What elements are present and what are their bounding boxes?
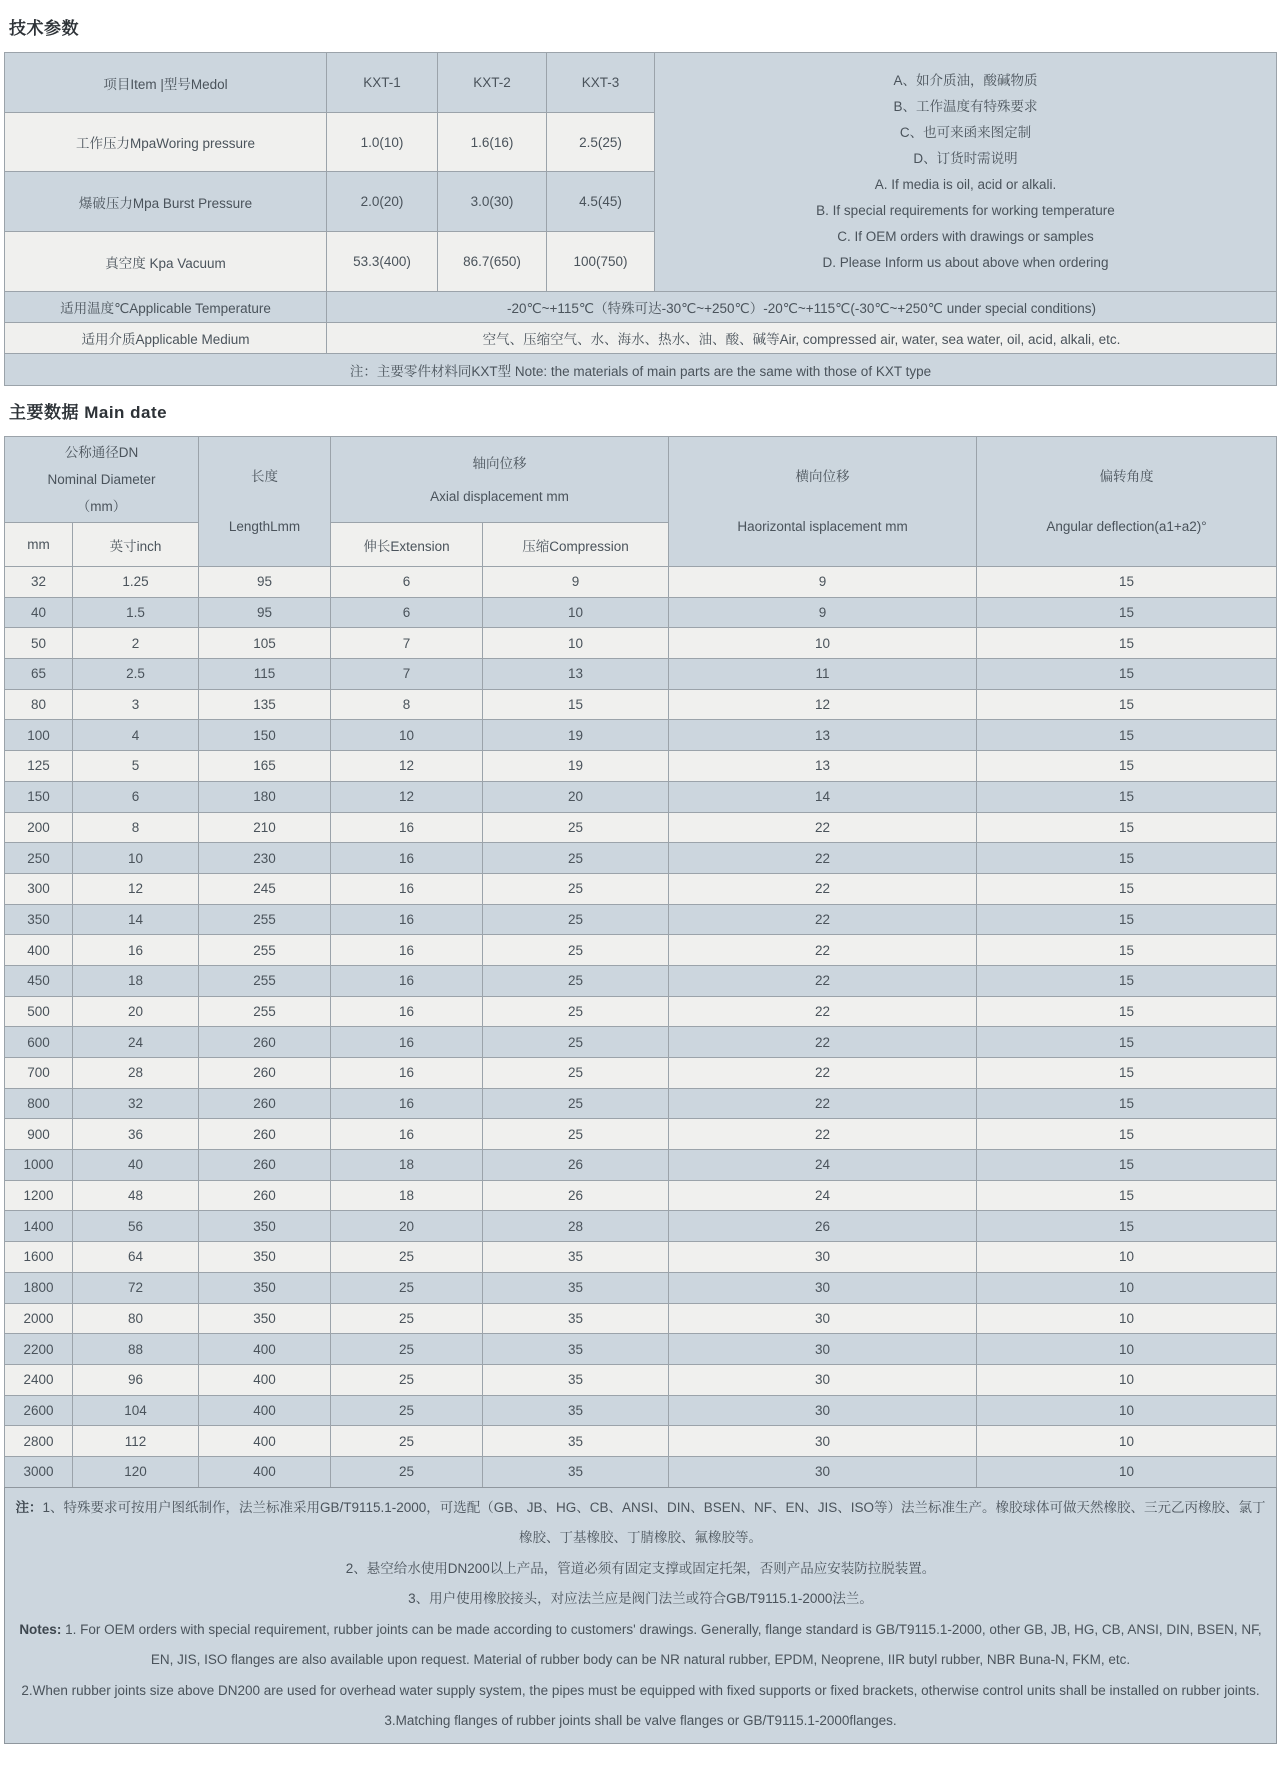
side-note-line: C、也可来函来图定制 xyxy=(899,125,1032,140)
cell-dn-mm: 1800 xyxy=(5,1272,73,1303)
table-row xyxy=(5,689,1277,720)
cell-compression: 19 xyxy=(483,720,669,751)
cell-angular: 15 xyxy=(977,751,1277,782)
cell-dn-mm: 100 xyxy=(5,720,73,751)
side-note-line: D. Please Inform us about above when ordering xyxy=(822,255,1109,270)
cell-extension: 16 xyxy=(331,873,483,904)
cell-horizontal: 22 xyxy=(669,843,977,874)
cell-angular: 15 xyxy=(977,659,1277,690)
cell-horizontal: 30 xyxy=(669,1334,977,1365)
cell-extension: 12 xyxy=(331,751,483,782)
cell-horizontal: 22 xyxy=(669,996,977,1027)
en-note-1: Notes: 1. For OEM orders with special requirement, rubber joints can be made according to customers' drawings. Generally, flange standard is GB/T9115.1-2000, other GB, JB, HG, CB, ANSI, DIN, BSEN, NF, EN, JIS, ISO flanges are also available upon request. Material of rubber body can be NR natural rubber, EPDM, Neoprene, IIR butyl rubber, NBR Buna-N, FKM, etc. xyxy=(19,1621,1262,1668)
cell-dn-inch: 18 xyxy=(73,965,199,996)
value-cell: 100(750) xyxy=(547,232,655,292)
cell-horizontal: 24 xyxy=(669,1150,977,1181)
cell-angular: 10 xyxy=(977,1426,1277,1457)
cn-note-3: 3、用户使用橡胶接头，对应法兰应是阀门法兰或符合GB/T9115.1-2000法兰。 xyxy=(408,1591,873,1607)
cell-horizontal: 22 xyxy=(669,1027,977,1058)
cell-length: 350 xyxy=(199,1272,331,1303)
cell-horizontal: 10 xyxy=(669,628,977,659)
cn-note-1: 注：1、特殊要求可按用户图纸制作，法兰标准采用GB/T9115.1-2000，可选配（GB、JB、HG、CB、ANSI、DIN、BSEN、NF、EN、JIS、ISO等）法兰标准生产。橡胶球体可做天然橡胶、三元乙丙橡胶、氯丁橡胶、丁基橡胶、丁腈橡胶、氟橡胶等。 xyxy=(15,1499,1266,1546)
cell-length: 255 xyxy=(199,935,331,966)
cell-horizontal: 30 xyxy=(669,1456,977,1487)
table-row xyxy=(5,1058,1277,1089)
cell-horizontal: 22 xyxy=(669,1058,977,1089)
value-cell: 3.0(30) xyxy=(438,172,547,232)
cell-compression: 35 xyxy=(483,1334,669,1365)
cell-compression: 9 xyxy=(483,567,669,598)
cell-dn-inch: 96 xyxy=(73,1364,199,1395)
notes-panel xyxy=(4,1487,1277,1744)
cell-length: 245 xyxy=(199,873,331,904)
cell-horizontal: 30 xyxy=(669,1242,977,1273)
cell-length: 135 xyxy=(199,689,331,720)
cell-compression: 25 xyxy=(483,965,669,996)
cell-compression: 15 xyxy=(483,689,669,720)
cell-angular: 10 xyxy=(977,1364,1277,1395)
cell-dn-mm: 125 xyxy=(5,751,73,782)
side-notes-cell xyxy=(655,53,1277,292)
row-label-temperature: 适用温度℃Applicable Temperature xyxy=(5,292,327,323)
table-row xyxy=(5,1211,1277,1242)
col-header-kxt1: KXT-1 xyxy=(327,53,438,113)
cell-angular: 10 xyxy=(977,1334,1277,1365)
cell-length: 180 xyxy=(199,781,331,812)
cell-extension: 18 xyxy=(331,1150,483,1181)
cell-compression: 13 xyxy=(483,659,669,690)
cell-length: 150 xyxy=(199,720,331,751)
cell-horizontal: 13 xyxy=(669,751,977,782)
cell-length: 260 xyxy=(199,1027,331,1058)
row-label-burst-pressure: 爆破压力Mpa Burst Pressure xyxy=(5,172,327,232)
cell-extension: 16 xyxy=(331,965,483,996)
side-note-line: D、订货时需说明 xyxy=(913,151,1018,166)
cell-extension: 16 xyxy=(331,1088,483,1119)
table-row xyxy=(5,1426,1277,1457)
cell-dn-mm: 2000 xyxy=(5,1303,73,1334)
cell-dn-inch: 1.5 xyxy=(73,597,199,628)
cell-compression: 25 xyxy=(483,1058,669,1089)
cell-compression: 25 xyxy=(483,935,669,966)
cell-dn-mm: 1400 xyxy=(5,1211,73,1242)
cell-compression: 35 xyxy=(483,1426,669,1457)
cell-dn-inch: 1.25 xyxy=(73,567,199,598)
cell-horizontal: 9 xyxy=(669,567,977,598)
cell-length: 230 xyxy=(199,843,331,874)
cell-dn-inch: 4 xyxy=(73,720,199,751)
cell-dn-mm: 2800 xyxy=(5,1426,73,1457)
cell-compression: 19 xyxy=(483,751,669,782)
cell-extension: 16 xyxy=(331,1119,483,1150)
col-header-kxt2: KXT-2 xyxy=(438,53,547,113)
table-row xyxy=(5,812,1277,843)
tech-header-row xyxy=(5,53,1277,113)
cell-length: 400 xyxy=(199,1364,331,1395)
cell-angular: 15 xyxy=(977,812,1277,843)
cell-dn-mm: 300 xyxy=(5,873,73,904)
cell-dn-inch: 2.5 xyxy=(73,659,199,690)
side-note-line: A、如介质油，酸碱物质 xyxy=(893,73,1038,88)
tech-section-title: 技术参数 xyxy=(9,19,79,38)
cell-dn-mm: 32 xyxy=(5,567,73,598)
cell-length: 210 xyxy=(199,812,331,843)
cell-extension: 25 xyxy=(331,1334,483,1365)
temperature-value: -20℃~+115℃（特殊可达-30℃~+250℃）-20℃~+115℃(-30℃~+250℃ under special conditions) xyxy=(327,292,1277,323)
cell-length: 260 xyxy=(199,1088,331,1119)
cell-dn-mm: 800 xyxy=(5,1088,73,1119)
cell-extension: 16 xyxy=(331,1058,483,1089)
cell-extension: 8 xyxy=(331,689,483,720)
cell-compression: 25 xyxy=(483,1088,669,1119)
cell-angular: 10 xyxy=(977,1456,1277,1487)
table-row xyxy=(5,597,1277,628)
cell-compression: 10 xyxy=(483,628,669,659)
table-row xyxy=(5,904,1277,935)
cell-dn-mm: 1600 xyxy=(5,1242,73,1273)
table-row xyxy=(5,935,1277,966)
subcol-header-extension: 伸长Extension xyxy=(331,523,483,567)
cell-length: 255 xyxy=(199,904,331,935)
cell-length: 350 xyxy=(199,1242,331,1273)
medium-row xyxy=(5,323,1277,354)
cell-extension: 16 xyxy=(331,904,483,935)
table-row xyxy=(5,1027,1277,1058)
cell-angular: 15 xyxy=(977,689,1277,720)
value-cell: 1.0(10) xyxy=(327,113,438,172)
cell-horizontal: 22 xyxy=(669,1088,977,1119)
cell-extension: 12 xyxy=(331,781,483,812)
cell-horizontal: 26 xyxy=(669,1211,977,1242)
cell-dn-mm: 150 xyxy=(5,781,73,812)
table-row xyxy=(5,1150,1277,1181)
cell-horizontal: 22 xyxy=(669,1119,977,1150)
value-cell: 86.7(650) xyxy=(438,232,547,292)
cell-compression: 35 xyxy=(483,1364,669,1395)
cell-dn-inch: 20 xyxy=(73,996,199,1027)
row-label-vacuum: 真空度 Kpa Vacuum xyxy=(5,232,327,292)
cell-horizontal: 22 xyxy=(669,812,977,843)
cell-length: 260 xyxy=(199,1058,331,1089)
cell-dn-mm: 2600 xyxy=(5,1395,73,1426)
cell-horizontal: 22 xyxy=(669,904,977,935)
tech-footnote-row xyxy=(5,354,1277,386)
cell-compression: 26 xyxy=(483,1150,669,1181)
table-row xyxy=(5,873,1277,904)
cell-dn-mm: 250 xyxy=(5,843,73,874)
cell-extension: 25 xyxy=(331,1364,483,1395)
cell-dn-inch: 36 xyxy=(73,1119,199,1150)
cell-horizontal: 9 xyxy=(669,597,977,628)
cell-angular: 15 xyxy=(977,1058,1277,1089)
cell-compression: 25 xyxy=(483,904,669,935)
cell-dn-inch: 48 xyxy=(73,1180,199,1211)
col-header-kxt3: KXT-3 xyxy=(547,53,655,113)
table-row xyxy=(5,720,1277,751)
cell-compression: 25 xyxy=(483,873,669,904)
value-cell: 4.5(45) xyxy=(547,172,655,232)
cell-dn-inch: 16 xyxy=(73,935,199,966)
cell-angular: 15 xyxy=(977,1027,1277,1058)
cell-angular: 15 xyxy=(977,1119,1277,1150)
cell-horizontal: 13 xyxy=(669,720,977,751)
cell-horizontal: 30 xyxy=(669,1426,977,1457)
cell-length: 400 xyxy=(199,1456,331,1487)
cell-dn-inch: 56 xyxy=(73,1211,199,1242)
cell-length: 350 xyxy=(199,1303,331,1334)
cell-compression: 35 xyxy=(483,1242,669,1273)
table-row xyxy=(5,567,1277,598)
cell-extension: 6 xyxy=(331,597,483,628)
tech-footnote: 注：主要零件材料同KXT型 Note: the materials of main parts are the same with those of KXT type xyxy=(5,354,1277,386)
cell-length: 260 xyxy=(199,1180,331,1211)
cell-dn-mm: 1200 xyxy=(5,1180,73,1211)
cell-dn-inch: 112 xyxy=(73,1426,199,1457)
cell-length: 260 xyxy=(199,1119,331,1150)
subcol-header-inch: 英寸inch xyxy=(73,523,199,567)
cell-extension: 25 xyxy=(331,1303,483,1334)
cell-length: 260 xyxy=(199,1150,331,1181)
cell-compression: 10 xyxy=(483,597,669,628)
cell-extension: 10 xyxy=(331,720,483,751)
cell-horizontal: 30 xyxy=(669,1303,977,1334)
cell-angular: 15 xyxy=(977,965,1277,996)
value-cell: 2.5(25) xyxy=(547,113,655,172)
cell-length: 400 xyxy=(199,1395,331,1426)
cell-dn-mm: 2400 xyxy=(5,1364,73,1395)
cell-angular: 15 xyxy=(977,904,1277,935)
cell-extension: 25 xyxy=(331,1395,483,1426)
cell-dn-inch: 104 xyxy=(73,1395,199,1426)
cell-horizontal: 24 xyxy=(669,1180,977,1211)
cell-compression: 35 xyxy=(483,1456,669,1487)
cell-dn-inch: 28 xyxy=(73,1058,199,1089)
cell-dn-inch: 10 xyxy=(73,843,199,874)
cell-compression: 25 xyxy=(483,996,669,1027)
col-header-length: 长度 LengthLmm xyxy=(199,437,331,567)
cell-extension: 16 xyxy=(331,996,483,1027)
table-row xyxy=(5,1364,1277,1395)
cell-extension: 18 xyxy=(331,1180,483,1211)
cell-horizontal: 11 xyxy=(669,659,977,690)
value-cell: 53.3(400) xyxy=(327,232,438,292)
col-header-item-model: 项目Item |型号Medol xyxy=(5,53,327,113)
cell-length: 350 xyxy=(199,1211,331,1242)
cell-length: 400 xyxy=(199,1426,331,1457)
cell-extension: 16 xyxy=(331,843,483,874)
cell-extension: 7 xyxy=(331,659,483,690)
cell-angular: 15 xyxy=(977,1088,1277,1119)
cell-compression: 25 xyxy=(483,812,669,843)
cell-angular: 15 xyxy=(977,597,1277,628)
cell-extension: 16 xyxy=(331,935,483,966)
cell-dn-inch: 64 xyxy=(73,1242,199,1273)
cell-angular: 15 xyxy=(977,1150,1277,1181)
col-header-horizontal-displacement: 横向位移 Haorizontal isplacement mm xyxy=(669,437,977,567)
cell-compression: 35 xyxy=(483,1303,669,1334)
cn-note-2: 2、悬空给水使用DN200以上产品，管道必须有固定支撑或固定托架，否则产品应安装防拉脱装置。 xyxy=(345,1560,936,1576)
cell-angular: 15 xyxy=(977,843,1277,874)
main-data-table xyxy=(4,436,1277,1488)
cell-length: 400 xyxy=(199,1334,331,1365)
cell-dn-mm: 40 xyxy=(5,597,73,628)
cell-horizontal: 22 xyxy=(669,873,977,904)
side-note-line: B、工作温度有特殊要求 xyxy=(893,99,1038,114)
cell-dn-inch: 40 xyxy=(73,1150,199,1181)
table-row xyxy=(5,1334,1277,1365)
table-row xyxy=(5,965,1277,996)
cell-extension: 7 xyxy=(331,628,483,659)
table-row xyxy=(5,1088,1277,1119)
col-header-angular-deflection: 偏转角度 Angular deflection(a1+a2)° xyxy=(977,437,1277,567)
cell-angular: 10 xyxy=(977,1272,1277,1303)
cell-extension: 25 xyxy=(331,1456,483,1487)
cell-angular: 15 xyxy=(977,996,1277,1027)
side-note-line: B. If special requirements for working temperature xyxy=(816,203,1115,218)
table-row xyxy=(5,1180,1277,1211)
cell-angular: 15 xyxy=(977,1211,1277,1242)
cell-dn-inch: 72 xyxy=(73,1272,199,1303)
cell-angular: 10 xyxy=(977,1395,1277,1426)
cell-horizontal: 30 xyxy=(669,1364,977,1395)
main-table-body xyxy=(5,567,1277,1488)
cell-dn-mm: 400 xyxy=(5,935,73,966)
cell-compression: 20 xyxy=(483,781,669,812)
cell-dn-mm: 900 xyxy=(5,1119,73,1150)
cell-dn-mm: 2200 xyxy=(5,1334,73,1365)
cell-dn-inch: 2 xyxy=(73,628,199,659)
cell-dn-inch: 3 xyxy=(73,689,199,720)
table-row xyxy=(5,751,1277,782)
cell-angular: 10 xyxy=(977,1242,1277,1273)
table-row xyxy=(5,1119,1277,1150)
subcol-header-compression: 压缩Compression xyxy=(483,523,669,567)
cell-horizontal: 22 xyxy=(669,965,977,996)
cell-compression: 35 xyxy=(483,1272,669,1303)
cell-compression: 25 xyxy=(483,843,669,874)
cell-dn-inch: 80 xyxy=(73,1303,199,1334)
cell-extension: 25 xyxy=(331,1272,483,1303)
cell-length: 255 xyxy=(199,996,331,1027)
cell-dn-mm: 200 xyxy=(5,812,73,843)
cell-length: 255 xyxy=(199,965,331,996)
table-row xyxy=(5,1395,1277,1426)
cell-angular: 10 xyxy=(977,1303,1277,1334)
cell-dn-inch: 14 xyxy=(73,904,199,935)
cell-length: 115 xyxy=(199,659,331,690)
cell-dn-mm: 700 xyxy=(5,1058,73,1089)
cell-dn-mm: 3000 xyxy=(5,1456,73,1487)
cell-compression: 25 xyxy=(483,1119,669,1150)
table-row xyxy=(5,628,1277,659)
cell-dn-mm: 450 xyxy=(5,965,73,996)
en-note-3: 3.Matching flanges of rubber joints shall be valve flanges or GB/T9115.1-2000flanges. xyxy=(384,1713,897,1729)
table-row xyxy=(5,659,1277,690)
cell-extension: 16 xyxy=(331,812,483,843)
cell-dn-inch: 6 xyxy=(73,781,199,812)
cell-extension: 25 xyxy=(331,1242,483,1273)
en-note-2: 2.When rubber joints size above DN200 are used for overhead water supply system, the pipes must be equipped with fixed supports or fixed brackets, otherwise control units shall be installed on rubber joints. xyxy=(21,1682,1260,1698)
cell-length: 165 xyxy=(199,751,331,782)
cell-horizontal: 30 xyxy=(669,1395,977,1426)
cell-length: 105 xyxy=(199,628,331,659)
value-cell: 2.0(20) xyxy=(327,172,438,232)
cell-dn-mm: 350 xyxy=(5,904,73,935)
cell-angular: 15 xyxy=(977,628,1277,659)
main-section-title: 主要数据 Main date xyxy=(9,403,168,422)
cell-dn-inch: 8 xyxy=(73,812,199,843)
cell-dn-mm: 600 xyxy=(5,1027,73,1058)
cell-angular: 15 xyxy=(977,1180,1277,1211)
col-header-nominal-diameter: 公称通径DN Nominal Diameter （mm） xyxy=(5,437,199,523)
cell-angular: 15 xyxy=(977,720,1277,751)
cell-angular: 15 xyxy=(977,873,1277,904)
cell-extension: 20 xyxy=(331,1211,483,1242)
table-row xyxy=(5,843,1277,874)
medium-value: 空气、压缩空气、水、海水、热水、油、酸、碱等Air, compressed air, water, sea water, oil, acid, alkali, etc. xyxy=(327,323,1277,354)
cell-dn-mm: 500 xyxy=(5,996,73,1027)
cell-length: 95 xyxy=(199,597,331,628)
side-note-line: A. If media is oil, acid or alkali. xyxy=(874,177,1057,192)
cell-dn-inch: 5 xyxy=(73,751,199,782)
cell-horizontal: 14 xyxy=(669,781,977,812)
main-header-row xyxy=(5,437,1277,523)
cell-compression: 35 xyxy=(483,1395,669,1426)
cell-compression: 25 xyxy=(483,1027,669,1058)
row-label-working-pressure: 工作压力MpaWoring pressure xyxy=(5,113,327,172)
table-row xyxy=(5,1242,1277,1273)
tech-params-table xyxy=(4,52,1277,386)
cell-dn-inch: 88 xyxy=(73,1334,199,1365)
cell-angular: 15 xyxy=(977,935,1277,966)
cell-dn-mm: 65 xyxy=(5,659,73,690)
table-row xyxy=(5,1272,1277,1303)
cell-extension: 16 xyxy=(331,1027,483,1058)
cell-compression: 28 xyxy=(483,1211,669,1242)
cell-compression: 26 xyxy=(483,1180,669,1211)
cell-dn-inch: 120 xyxy=(73,1456,199,1487)
temperature-row xyxy=(5,292,1277,323)
cell-horizontal: 22 xyxy=(669,935,977,966)
side-note-line: C. If OEM orders with drawings or samples xyxy=(837,229,1094,244)
en-notes-prefix: Notes: xyxy=(19,1621,62,1637)
cell-horizontal: 30 xyxy=(669,1272,977,1303)
cell-dn-inch: 24 xyxy=(73,1027,199,1058)
cell-dn-mm: 50 xyxy=(5,628,73,659)
table-row xyxy=(5,1456,1277,1487)
cell-dn-mm: 80 xyxy=(5,689,73,720)
col-header-axial-displacement: 轴向位移 Axial displacement mm xyxy=(331,437,669,523)
cell-dn-inch: 12 xyxy=(73,873,199,904)
cell-extension: 6 xyxy=(331,567,483,598)
cell-angular: 15 xyxy=(977,781,1277,812)
cn-notes-prefix: 注： xyxy=(15,1499,43,1515)
subcol-header-mm: mm xyxy=(5,523,73,567)
cell-dn-mm: 1000 xyxy=(5,1150,73,1181)
table-row xyxy=(5,1303,1277,1334)
table-row xyxy=(5,996,1277,1027)
cell-extension: 25 xyxy=(331,1426,483,1457)
row-label-medium: 适用介质Applicable Medium xyxy=(5,323,327,354)
cell-dn-inch: 32 xyxy=(73,1088,199,1119)
cell-angular: 15 xyxy=(977,567,1277,598)
cell-length: 95 xyxy=(199,567,331,598)
cell-horizontal: 12 xyxy=(669,689,977,720)
table-row xyxy=(5,781,1277,812)
value-cell: 1.6(16) xyxy=(438,113,547,172)
